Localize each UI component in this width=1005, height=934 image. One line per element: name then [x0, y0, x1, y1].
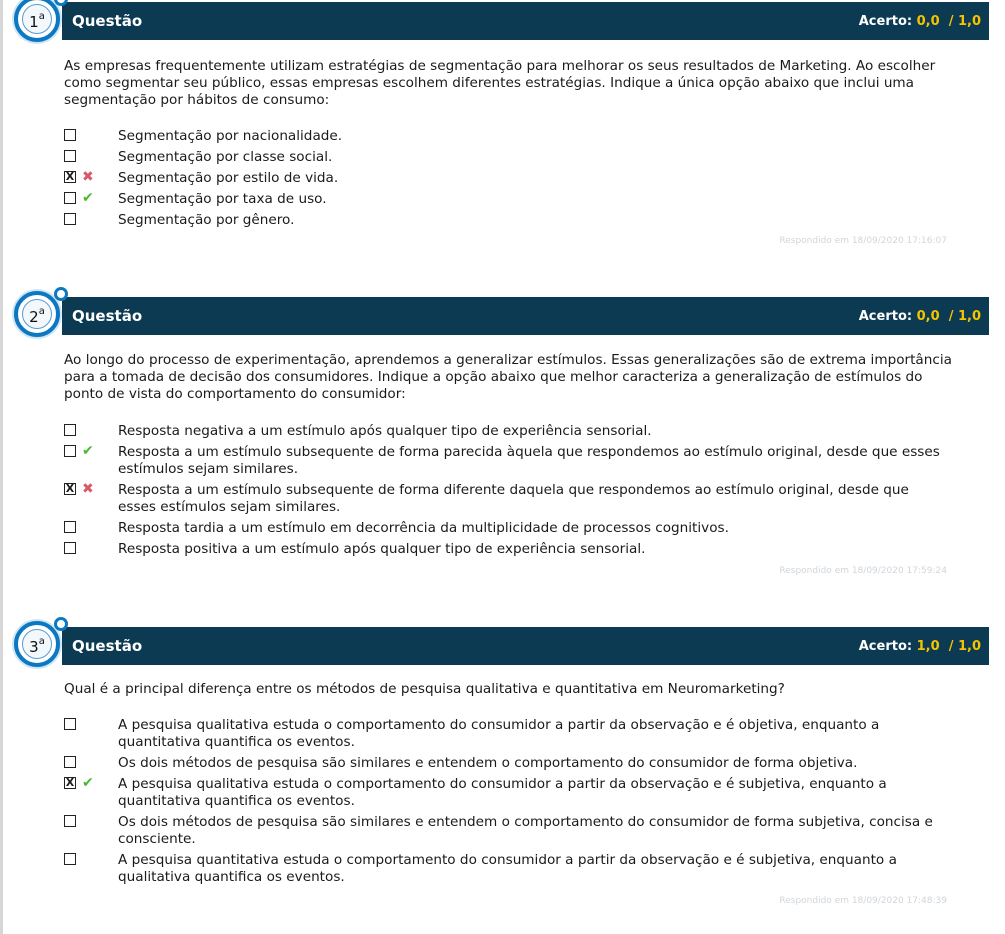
option-checkbox[interactable]: X: [65, 170, 75, 183]
option-text: Os dois métodos de pesquisa são similares e entendem o comportamento do consumidor de forma objetiva.: [118, 755, 858, 771]
option-checkbox[interactable]: [64, 192, 76, 204]
question-number-badge: 1$^a$: [14, 0, 60, 42]
score-value: 0,0 / 1,0: [916, 309, 981, 324]
option-text: A pesquisa qualitativa estuda o comportamento do consumidor a partir da observação e é objetiva, enquanto a quantitativa quantifica os eventos.: [118, 717, 880, 750]
correct-check-icon: ✔: [82, 443, 94, 459]
score: Acerto: 0,0 / 1,0: [858, 309, 981, 324]
answered-timestamp: Respondido em 18/09/2020 17:59:24: [779, 566, 947, 576]
answered-timestamp: Respondido em 18/09/2020 17:48:39: [779, 896, 947, 906]
answered-timestamp: Respondido em 18/09/2020 17:16:07: [779, 236, 947, 246]
option-text: Resposta negativa a um estímulo após qualquer tipo de experiência sensorial.: [118, 423, 652, 439]
score-value: 0,0 / 1,0: [916, 14, 981, 29]
option-text: Segmentação por estilo de vida.: [118, 170, 339, 186]
option-checkbox[interactable]: [64, 853, 76, 865]
option-checkbox[interactable]: [64, 542, 76, 554]
option-checkbox[interactable]: [64, 424, 76, 436]
option-checkbox[interactable]: X: [65, 482, 75, 495]
question-title: Questão: [72, 637, 143, 655]
option-checkbox[interactable]: [64, 756, 76, 768]
option-text: Segmentação por classe social.: [118, 149, 333, 165]
option-text: Resposta positiva a um estímulo após qualquer tipo de experiência sensorial.: [118, 541, 646, 557]
question-title: Questão: [72, 307, 143, 325]
badge-dot-icon: [54, 287, 68, 301]
option-text: Resposta a um estímulo subsequente de forma diferente daquela que respondemos ao estímulo original, desde que esses estímulos sejam similares.: [118, 482, 909, 515]
left-border: [0, 0, 3, 934]
option-text: A pesquisa quantitativa estuda o comportamento do consumidor a partir da observação e é subjetiva, enquanto a qualitativa quantifica os eventos.: [118, 852, 897, 885]
question-title: Questão: [72, 12, 143, 30]
option-checkbox[interactable]: [64, 150, 76, 162]
question-prompt: As empresas frequentemente utilizam estratégias de segmentação para melhorar os seus resultados de Marketing. Ao escolher como segmentar seu público, essas empresas escolhem diferentes estratégias. Indique a única opção abaixo que inclui uma segmentação por hábitos de consumo:: [64, 58, 936, 108]
option-text: Resposta tardia a um estímulo em decorrência da multiplicidade de processos cognitivos.: [118, 520, 729, 536]
option-text: Segmentação por taxa de uso.: [118, 191, 327, 207]
question-prompt: Qual é a principal diferença entre os métodos de pesquisa qualitativa e quantitativa em Neuromarketing?: [64, 681, 785, 697]
option-checkbox[interactable]: [64, 445, 76, 457]
question-header: [62, 627, 989, 665]
question-header: [62, 297, 989, 335]
question-number-badge: 3$^a$: [14, 621, 60, 667]
option-checkbox[interactable]: [64, 213, 76, 225]
correct-check-icon: ✔: [82, 775, 94, 791]
option-checkbox[interactable]: X: [65, 776, 75, 789]
score-value: 1,0 / 1,0: [916, 639, 981, 654]
wrong-x-icon: ✖: [82, 169, 94, 185]
question-number-badge: 2$^a$: [14, 291, 60, 337]
option-checkbox[interactable]: [64, 129, 76, 141]
option-checkbox[interactable]: [64, 815, 76, 827]
badge-dot-icon: [54, 617, 68, 631]
score: Acerto: 1,0 / 1,0: [858, 639, 981, 654]
option-checkbox[interactable]: [64, 718, 76, 730]
option-text: Os dois métodos de pesquisa são similares e entendem o comportamento do consumidor de forma subjetiva, concisa e consciente.: [118, 814, 933, 847]
question-prompt: Ao longo do processo de experimentação, aprendemos a generalizar estímulos. Essas generalizações são de extrema importância para a tomada de decisão dos consumidores. Indique a opção abaixo que melhor caracteriza a generalização de estímulos do ponto de vista do comportamento do consumidor:: [64, 352, 952, 402]
correct-check-icon: ✔: [82, 190, 94, 206]
score: Acerto: 0,0 / 1,0: [858, 14, 981, 29]
option-text: Resposta a um estímulo subsequente de forma parecida àquela que respondemos ao estímulo original, desde que esses estímulos sejam similares.: [118, 444, 940, 477]
option-text: A pesquisa qualitativa estuda o comportamento do consumidor a partir da observação e é subjetiva, enquanto a quantitativa quantifica os eventos.: [118, 776, 887, 809]
question-header: [62, 2, 989, 40]
option-text: Segmentação por gênero.: [118, 212, 295, 228]
option-checkbox[interactable]: [64, 521, 76, 533]
option-text: Segmentação por nacionalidade.: [118, 128, 343, 144]
wrong-x-icon: ✖: [82, 481, 94, 497]
